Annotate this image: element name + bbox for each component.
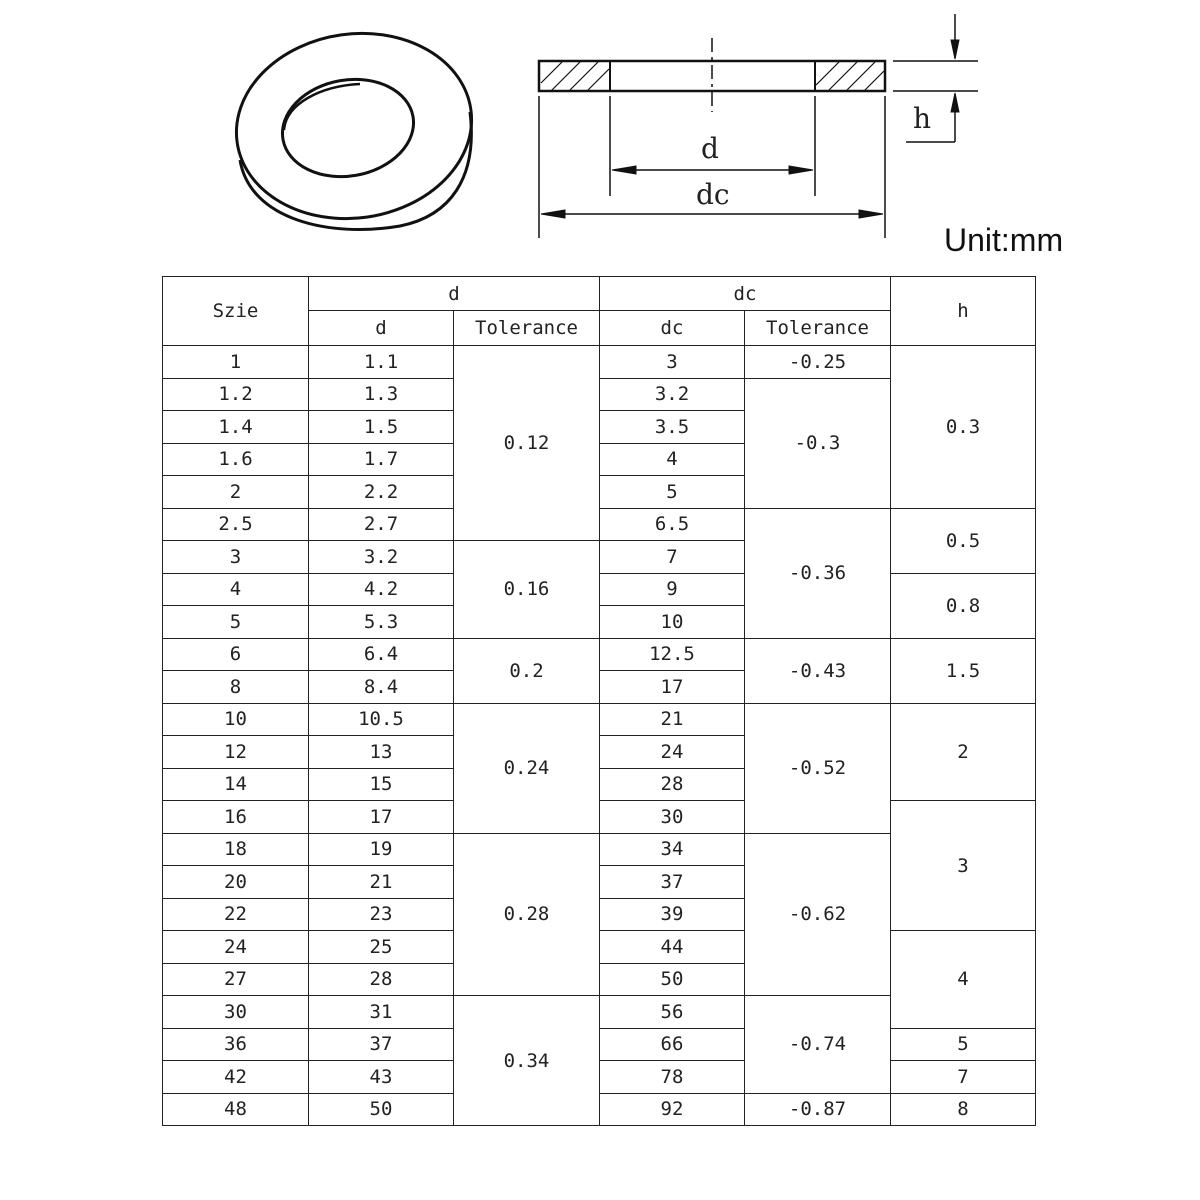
size-cell: 1.4 <box>163 411 309 444</box>
dc-cell: 56 <box>600 996 745 1029</box>
d-cell: 1.7 <box>309 443 454 476</box>
d-cell: 19 <box>309 833 454 866</box>
size-cell: 6 <box>163 638 309 671</box>
header-dc: dc <box>600 311 745 346</box>
d-tolerance-cell: 0.16 <box>454 541 600 639</box>
d-cell: 2.2 <box>309 476 454 509</box>
table-row <box>163 931 1036 964</box>
header-dc-group: dc <box>600 277 891 311</box>
dc-cell: 34 <box>600 833 745 866</box>
size-cell: 1 <box>163 346 309 379</box>
d-cell: 50 <box>309 1093 454 1126</box>
table-row <box>163 801 1036 834</box>
dc-cell: 10 <box>600 606 745 639</box>
dc-cell: 92 <box>600 1093 745 1126</box>
dc-cell: 9 <box>600 573 745 606</box>
dc-tolerance-cell: -0.52 <box>745 703 891 833</box>
dc-cell: 44 <box>600 931 745 964</box>
dc-cell: 17 <box>600 671 745 704</box>
d-cell: 31 <box>309 996 454 1029</box>
d-cell: 1.1 <box>309 346 454 379</box>
d-cell: 13 <box>309 736 454 769</box>
d-cell: 10.5 <box>309 703 454 736</box>
header-d: d <box>309 311 454 346</box>
d-cell: 5.3 <box>309 606 454 639</box>
d-cell: 23 <box>309 898 454 931</box>
table-row <box>163 703 1036 736</box>
size-cell: 20 <box>163 866 309 899</box>
d-cell: 15 <box>309 768 454 801</box>
size-cell: 1.2 <box>163 378 309 411</box>
size-cell: 27 <box>163 963 309 996</box>
dc-tolerance-cell: -0.62 <box>745 833 891 996</box>
d-tolerance-cell: 0.12 <box>454 346 600 541</box>
dim-label-h: h <box>913 102 932 135</box>
size-cell: 22 <box>163 898 309 931</box>
d-cell: 6.4 <box>309 638 454 671</box>
d-tolerance-cell: 0.24 <box>454 703 600 833</box>
d-cell: 3.2 <box>309 541 454 574</box>
size-cell: 42 <box>163 1061 309 1094</box>
table-body <box>163 346 1036 1126</box>
d-cell: 25 <box>309 931 454 964</box>
h-cell: 3 <box>891 801 1036 931</box>
dc-cell: 7 <box>600 541 745 574</box>
dc-cell: 37 <box>600 866 745 899</box>
table-row <box>163 638 1036 671</box>
d-tolerance-cell: 0.28 <box>454 833 600 996</box>
size-cell: 2.5 <box>163 508 309 541</box>
h-cell: 0.3 <box>891 346 1036 509</box>
size-cell: 16 <box>163 801 309 834</box>
dc-cell: 3.5 <box>600 411 745 444</box>
size-cell: 1.6 <box>163 443 309 476</box>
dc-tolerance-cell: -0.43 <box>745 638 891 703</box>
d-cell: 28 <box>309 963 454 996</box>
h-cell: 1.5 <box>891 638 1036 703</box>
dc-cell: 39 <box>600 898 745 931</box>
table-row <box>163 346 1036 379</box>
d-cell: 21 <box>309 866 454 899</box>
d-cell: 2.7 <box>309 508 454 541</box>
size-cell: 18 <box>163 833 309 866</box>
d-tolerance-cell: 0.2 <box>454 638 600 703</box>
size-cell: 12 <box>163 736 309 769</box>
header-size: Szie <box>163 277 309 346</box>
dc-cell: 78 <box>600 1061 745 1094</box>
h-cell: 0.8 <box>891 573 1036 638</box>
table-row <box>163 573 1036 606</box>
dc-cell: 3 <box>600 346 745 379</box>
size-cell: 3 <box>163 541 309 574</box>
size-cell: 5 <box>163 606 309 639</box>
h-cell: 2 <box>891 703 1036 801</box>
header-d-tolerance: Tolerance <box>454 311 600 346</box>
dc-cell: 12.5 <box>600 638 745 671</box>
d-cell: 8.4 <box>309 671 454 704</box>
d-cell: 4.2 <box>309 573 454 606</box>
d-cell: 37 <box>309 1028 454 1061</box>
table-row <box>163 1061 1036 1094</box>
size-cell: 10 <box>163 703 309 736</box>
table-row <box>163 1093 1036 1126</box>
washer-drawing <box>0 0 1200 270</box>
dc-tolerance-cell: -0.87 <box>745 1093 891 1126</box>
dim-label-dc: dc <box>696 178 730 211</box>
dim-label-d: d <box>701 132 719 165</box>
dc-cell: 24 <box>600 736 745 769</box>
d-tolerance-cell: 0.34 <box>454 996 600 1126</box>
size-cell: 2 <box>163 476 309 509</box>
header-dc-tolerance: Tolerance <box>745 311 891 346</box>
size-cell: 48 <box>163 1093 309 1126</box>
h-cell: 0.5 <box>891 508 1036 573</box>
dc-cell: 5 <box>600 476 745 509</box>
dc-cell: 4 <box>600 443 745 476</box>
dc-cell: 66 <box>600 1028 745 1061</box>
h-cell: 8 <box>891 1093 1036 1126</box>
dc-cell: 28 <box>600 768 745 801</box>
dc-tolerance-cell: -0.36 <box>745 508 891 638</box>
d-cell: 17 <box>309 801 454 834</box>
header-h: h <box>891 277 1036 346</box>
size-cell: 4 <box>163 573 309 606</box>
unit-label: Unit:mm <box>944 222 1064 258</box>
dc-cell: 50 <box>600 963 745 996</box>
table-row <box>163 1028 1036 1061</box>
dc-cell: 21 <box>600 703 745 736</box>
size-cell: 30 <box>163 996 309 1029</box>
header-d-group: d <box>309 277 600 311</box>
size-cell: 14 <box>163 768 309 801</box>
d-cell: 1.3 <box>309 378 454 411</box>
dc-tolerance-cell: -0.3 <box>745 378 891 508</box>
washer-spec-table <box>162 276 1036 1126</box>
table-row <box>163 508 1036 541</box>
h-cell: 4 <box>891 931 1036 1029</box>
washer-perspective <box>224 18 483 233</box>
h-cell: 5 <box>891 1028 1036 1061</box>
dc-tolerance-cell: -0.74 <box>745 996 891 1094</box>
dc-cell: 30 <box>600 801 745 834</box>
h-cell: 7 <box>891 1061 1036 1094</box>
size-cell: 36 <box>163 1028 309 1061</box>
d-cell: 1.5 <box>309 411 454 444</box>
d-cell: 43 <box>309 1061 454 1094</box>
size-cell: 8 <box>163 671 309 704</box>
dc-cell: 6.5 <box>600 508 745 541</box>
dc-tolerance-cell: -0.25 <box>745 346 891 379</box>
dc-cell: 3.2 <box>600 378 745 411</box>
size-cell: 24 <box>163 931 309 964</box>
